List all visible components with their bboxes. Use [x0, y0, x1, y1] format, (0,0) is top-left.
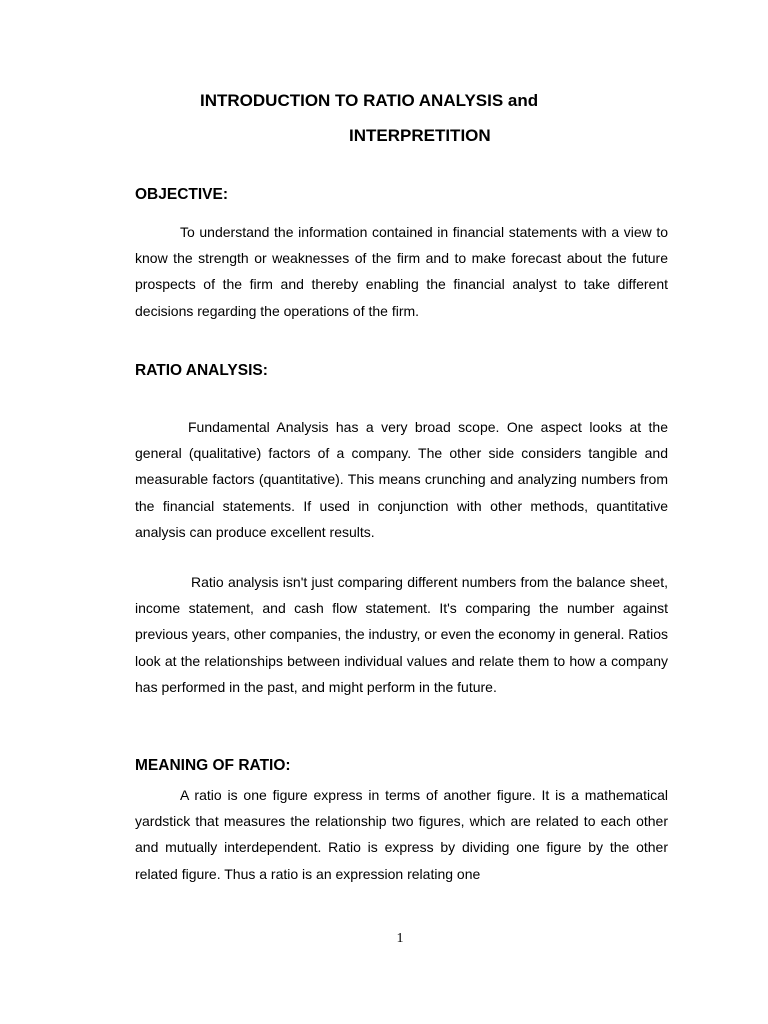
objective-heading: OBJECTIVE:	[135, 186, 229, 203]
objective-paragraph: To understand the information contained in financial statements with a view to know the strength or weaknesses of the firm and to make forecast about the future prospects of the firm and thereby enabling the financial analyst to take different decisions regarding the operations of the firm.	[135, 224, 668, 319]
ratio-analysis-heading: RATIO ANALYSIS:	[135, 362, 268, 379]
document-title-line-2: INTERPRETITION	[349, 126, 491, 145]
ratio-analysis-paragraph-1: Fundamental Analysis has a very broad scope. One aspect looks at the general (qualitative) factors of a company. The other side considers tangible and measurable factors (quantitative). This means crunching and analyzing numbers from the financial statements. If used in conjunction with other methods, quantitative analysis can produce excellent results.	[135, 419, 668, 540]
meaning-of-ratio-paragraph: A ratio is one figure express in terms of another figure. It is a mathematical yardstick that measures the relationship two figures, which are related to each other and mutually interdependent. Ratio is express by dividing one figure by the other related figure. Thus a ratio is an expression relating one	[135, 787, 668, 882]
meaning-of-ratio-heading: MEANING OF RATIO:	[135, 757, 291, 774]
document-title-line-1: INTRODUCTION TO RATIO ANALYSIS and	[200, 91, 539, 110]
ratio-analysis-paragraph-2: Ratio analysis isn't just comparing different numbers from the balance sheet, income statement, and cash flow statement. It's comparing the number against previous years, other companies, the industry, or even the economy in general. Ratios look at the relationships between individual values and relate them to how a company has performed in the past, and might perform in the future.	[135, 574, 668, 695]
page-number: 1	[396, 931, 404, 946]
